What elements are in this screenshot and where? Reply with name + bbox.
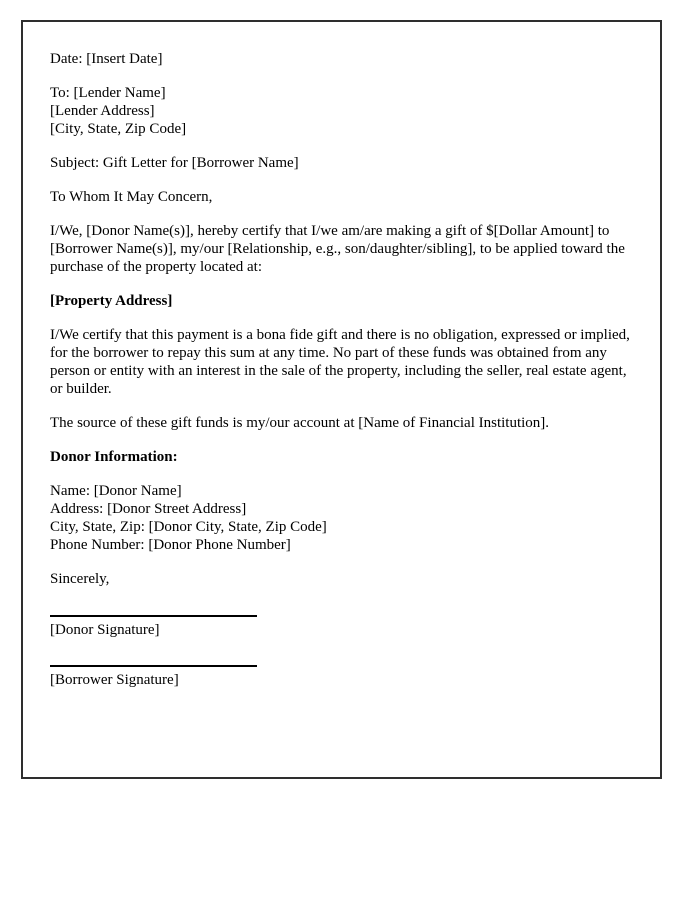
gift-letter-document xyxy=(21,20,662,779)
donor-name-line: Name: [Donor Name] xyxy=(50,483,182,499)
donor-information-block xyxy=(50,482,633,554)
recipient-address-line: [Lender Address] xyxy=(50,103,155,119)
donor-signature-block xyxy=(50,615,257,639)
certification-paragraph: I/We certify that this payment is a bona fide gift and there is no obligation, expressed or implied, for the borrower to repay this sum at any time. No part of these funds was obtained from any person or entity with an interest in the sale of the property, including the seller, real estate agent, or builder. xyxy=(50,327,630,397)
property-address-placeholder: [Property Address] xyxy=(50,293,173,309)
donor-phone-line: Phone Number: [Donor Phone Number] xyxy=(50,537,291,553)
donor-signature-line xyxy=(50,615,257,617)
donor-address-line: Address: [Donor Street Address] xyxy=(50,501,247,517)
borrower-signature-block xyxy=(50,665,257,689)
borrower-signature-label: [Borrower Signature] xyxy=(50,672,179,688)
document-content xyxy=(23,22,661,689)
donor-city-state-zip-line: City, State, Zip: [Donor City, State, Zip Code] xyxy=(50,519,327,535)
date-line: Date: [Insert Date] xyxy=(50,51,163,67)
donor-signature-label: [Donor Signature] xyxy=(50,622,160,638)
recipient-block xyxy=(50,84,633,138)
recipient-name-line: To: [Lender Name] xyxy=(50,85,166,101)
recipient-city-state-zip-line: [City, State, Zip Code] xyxy=(50,121,187,137)
donor-information-heading: Donor Information: xyxy=(50,449,178,465)
borrower-signature-line xyxy=(50,665,257,667)
closing-salutation: Sincerely, xyxy=(50,571,110,587)
funds-source-paragraph: The source of these gift funds is my/our account at [Name of Financial Institution]. xyxy=(50,415,550,431)
gift-statement-paragraph: I/We, [Donor Name(s)], hereby certify that I/we am/are making a gift of $[Dollar Amount] to [Borrower Name(s)], my/our [Relationship, e.g., son/daughter/sibling], to be applied toward the purchase of the property located at: xyxy=(50,223,625,275)
subject-line: Subject: Gift Letter for [Borrower Name] xyxy=(50,155,299,171)
salutation: To Whom It May Concern, xyxy=(50,189,213,205)
